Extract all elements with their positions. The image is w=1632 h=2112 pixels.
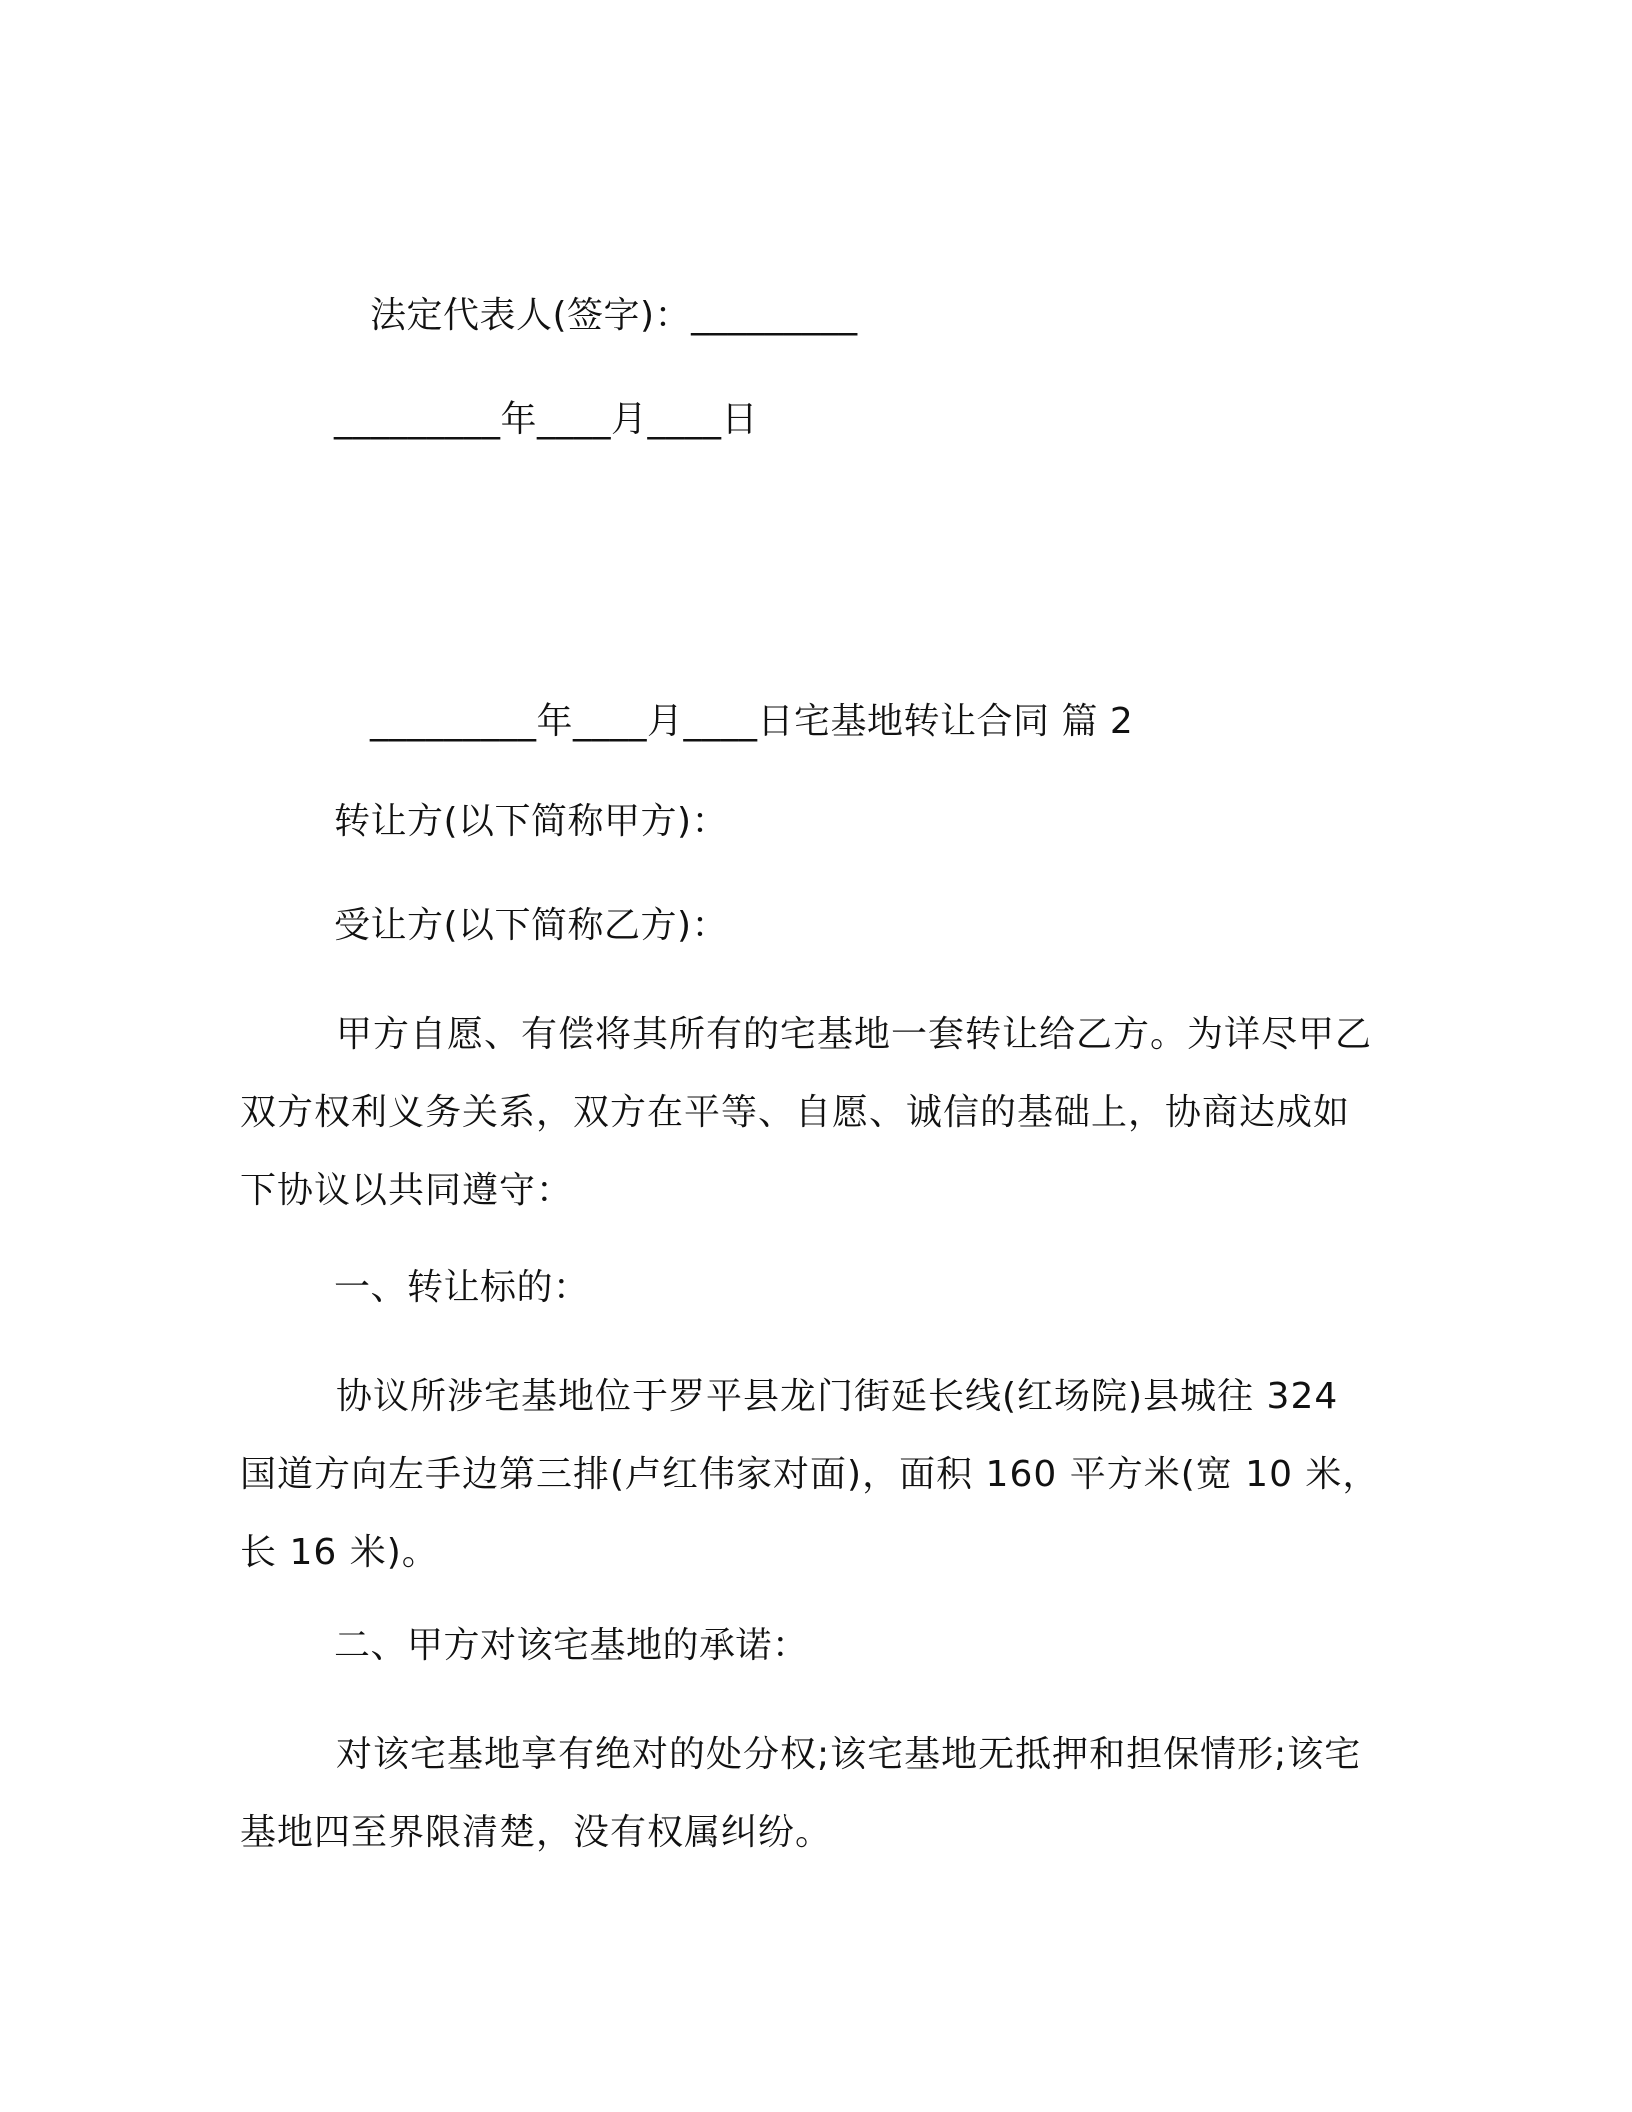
- signature-date-line: _________年____月____日: [334, 399, 758, 440]
- transferor-line: 转让方(以下简称甲方)：: [334, 801, 729, 842]
- intro-paragraph: 甲方自愿、有偿将其所有的宅基地一套转让给乙方。为详尽甲乙双方权利义务关系，双方在平等、自愿、诚信的基础上，协商达成如下协议以共同遵守：: [240, 1014, 1373, 1211]
- section-1-heading: 一、转让标的：: [334, 1267, 590, 1308]
- section-2-heading: 二、甲方对该宅基地的承诺：: [334, 1625, 809, 1666]
- transferee-line: 受让方(以下简称乙方)：: [334, 905, 729, 946]
- legal-representative-signature-line: 法定代表人(签字)：_________: [370, 295, 858, 336]
- contract-title: _________年____月____日宅基地转让合同 篇 2: [370, 701, 1134, 742]
- section-2-body: 对该宅基地享有绝对的处分权;该宅基地无抵押和担保情形;该宅基地四至界限清楚，没有权属纠纷。: [240, 1734, 1362, 1853]
- section-1-body: 协议所涉宅基地位于罗平县龙门街延长线(红场院)县城往 324 国道方向左手边第三排(卢红伟家对面)，面积 160 平方米(宽 10 米，长 16 米)。: [240, 1376, 1380, 1573]
